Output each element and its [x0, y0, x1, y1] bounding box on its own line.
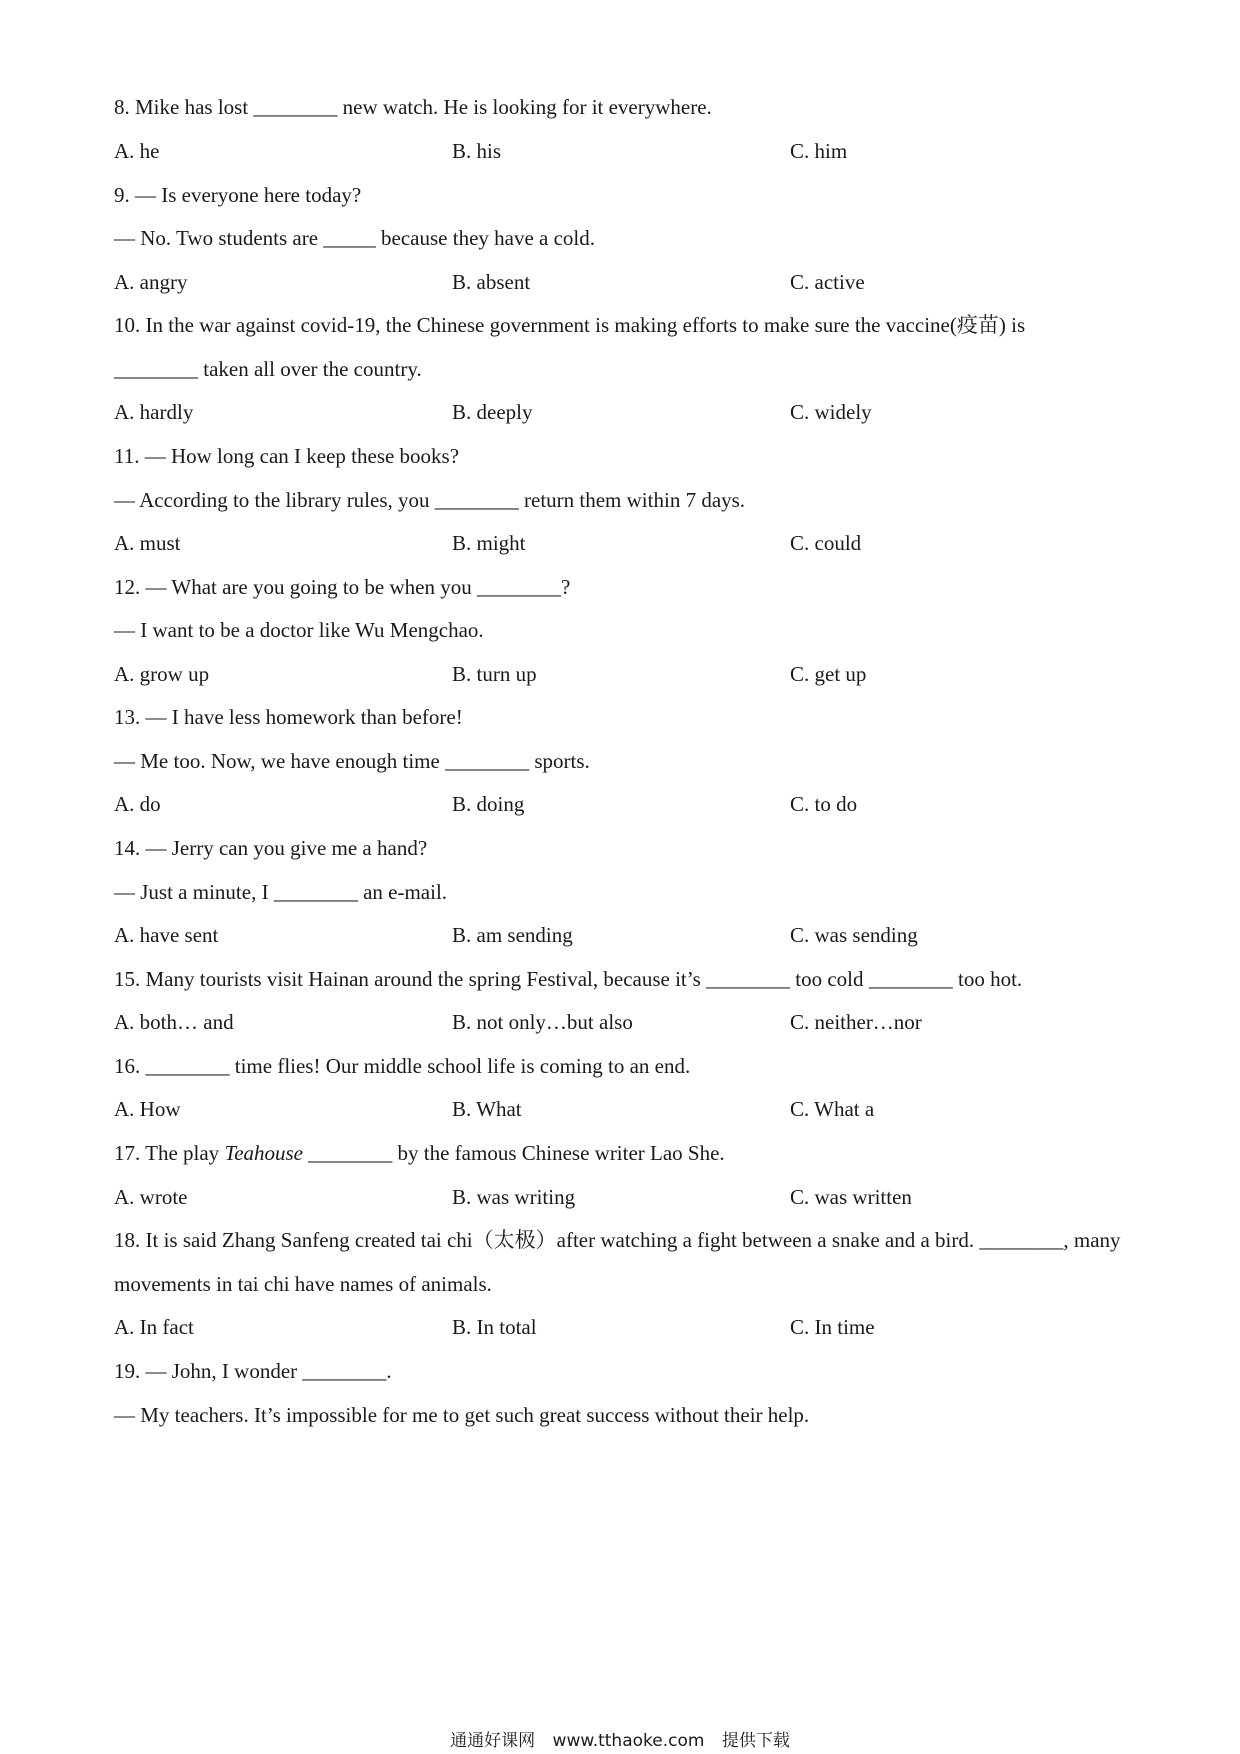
- question-8-stem: 8. Mike has lost ________ new watch. He is looking for it everywhere.: [114, 95, 712, 119]
- question-15-stem: 15. Many tourists visit Hainan around the spring Festival, because it’s ________ too cold ________ too hot.: [114, 967, 1023, 991]
- option-a: A. grow up: [114, 662, 210, 686]
- option-b: B. doing: [452, 792, 525, 816]
- question-13-options: [114, 790, 1144, 818]
- footer-url[interactable]: www.tthaoke.com: [552, 1731, 705, 1751]
- question-17-options: [114, 1183, 1144, 1211]
- option-c: C. neither…nor: [790, 1010, 922, 1034]
- option-a: A. do: [114, 792, 161, 816]
- option-b: B. In total: [452, 1315, 537, 1339]
- question-12-reply: — I want to be a doctor like Wu Mengchao.: [114, 618, 484, 642]
- option-c: C. to do: [790, 792, 858, 816]
- question-12-stem: 12. — What are you going to be when you ________?: [114, 575, 571, 599]
- option-c: C. get up: [790, 662, 867, 686]
- option-a: A. have sent: [114, 923, 219, 947]
- question-8-options: [114, 137, 1144, 165]
- question-16-stem: 16. ________ time flies! Our middle school life is coming to an end.: [114, 1054, 691, 1078]
- option-b: B. was writing: [452, 1185, 576, 1209]
- question-14-stem: 14. — Jerry can you give me a hand?: [114, 836, 428, 860]
- question-9-reply: — No. Two students are _____ because they have a cold.: [114, 226, 596, 250]
- option-a: A. wrote: [114, 1185, 188, 1209]
- option-b: B. might: [452, 531, 526, 555]
- option-c: C. In time: [790, 1315, 875, 1339]
- question-10-options: [114, 398, 1144, 426]
- question-18-stem-cont: movements in tai chi have names of animals.: [114, 1272, 492, 1296]
- question-11-reply: — According to the library rules, you ________ return them within 7 days.: [114, 488, 746, 512]
- option-a: A. both… and: [114, 1010, 234, 1034]
- question-9-options: [114, 268, 1144, 296]
- question-13-reply: — Me too. Now, we have enough time ________ sports.: [114, 749, 590, 773]
- question-10-stem-cont: ________ taken all over the country.: [114, 357, 422, 381]
- question-17-stem: [114, 1139, 1144, 1167]
- question-10-stem: 10. In the war against covid-19, the Chinese government is making efforts to make sure the vaccine(疫苗) is: [114, 313, 1026, 337]
- footer-site-name: 通通好课网: [450, 1731, 536, 1751]
- option-b: B. turn up: [452, 662, 537, 686]
- option-b: B. What: [452, 1097, 522, 1121]
- option-b: B. not only…but also: [452, 1010, 633, 1034]
- question-18-stem: 18. It is said Zhang Sanfeng created tai chi（太极）after watching a fight between a snake and a bird. ________, many: [114, 1228, 1121, 1252]
- question-11-stem: 11. — How long can I keep these books?: [114, 444, 460, 468]
- question-18-options: [114, 1313, 1144, 1341]
- option-a: A. In fact: [114, 1315, 194, 1339]
- option-a: A. angry: [114, 270, 188, 294]
- question-19-reply: — My teachers. It’s impossible for me to get such great success without their help.: [114, 1403, 810, 1427]
- option-b: B. am sending: [452, 923, 573, 947]
- question-19-stem: 19. — John, I wonder ________.: [114, 1359, 392, 1383]
- question-9-stem: 9. — Is everyone here today?: [114, 183, 362, 207]
- option-c: C. could: [790, 531, 862, 555]
- question-13-stem: 13. — I have less homework than before!: [114, 705, 463, 729]
- option-c: C. active: [790, 270, 865, 294]
- footer-note: 提供下载: [721, 1731, 790, 1751]
- option-c: C. widely: [790, 400, 872, 424]
- option-b: B. his: [452, 139, 502, 163]
- question-14-reply: — Just a minute, I ________ an e-mail.: [114, 880, 448, 904]
- question-11-options: [114, 529, 1144, 557]
- option-c: C. him: [790, 139, 848, 163]
- option-c: C. was written: [790, 1185, 912, 1209]
- question-16-options: [114, 1095, 1144, 1123]
- play-title: Teahouse: [224, 1141, 304, 1165]
- option-a: A. hardly: [114, 400, 194, 424]
- option-a: A. must: [114, 531, 181, 555]
- question-17-after: ________ by the famous Chinese writer Lao She.: [303, 1141, 725, 1165]
- option-c: C. What a: [790, 1097, 875, 1121]
- question-12-options: [114, 660, 1144, 688]
- option-b: B. deeply: [452, 400, 533, 424]
- question-15-options: [114, 1008, 1144, 1036]
- option-c: C. was sending: [790, 923, 918, 947]
- page-footer: [0, 1730, 1240, 1752]
- option-a: A. How: [114, 1097, 181, 1121]
- option-b: B. absent: [452, 270, 531, 294]
- option-a: A. he: [114, 139, 160, 163]
- question-14-options: [114, 921, 1144, 949]
- question-17-before: 17. The play: [114, 1141, 225, 1165]
